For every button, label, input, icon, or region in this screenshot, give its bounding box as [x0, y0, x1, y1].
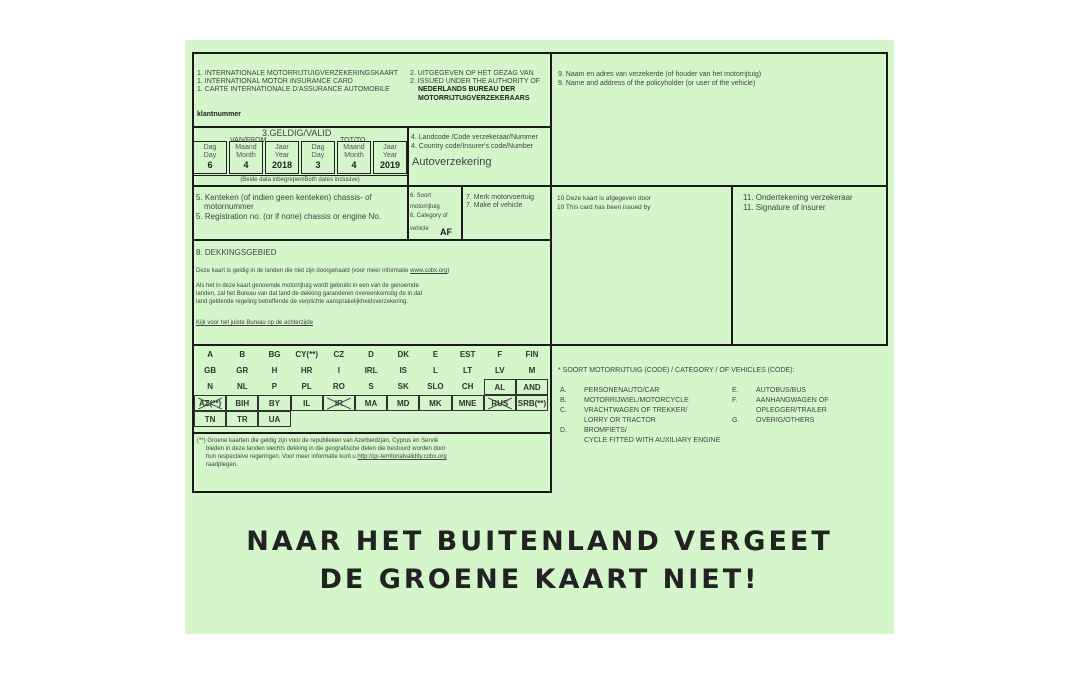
valid-from-label: VAN/FROM [230, 137, 267, 144]
divider [192, 344, 552, 346]
box5-nl1: 5. Kenteken (of indien geen kenteken) chassis- of [196, 193, 372, 202]
date-label: Year [274, 152, 290, 159]
category-name: LORRY OR TRACTOR [584, 417, 656, 424]
coverage-p1: Deze kaart is geldig in de landen die niet zijn doorgehaald (voor meer informatie www.cobx.org) [196, 268, 450, 274]
country-code: P [271, 382, 278, 391]
country-code: IS [399, 366, 407, 375]
date-value: 4 [243, 160, 249, 170]
box5-en: 5. Registration no. (or if none) chassis or engine No. [196, 212, 381, 221]
bureau-link[interactable]: Kijk voor het juiste Bureau op de achterzijde [196, 320, 314, 326]
country-code: PL [301, 382, 312, 391]
country-code: LV [494, 366, 505, 375]
date-cell [301, 141, 335, 174]
category-code: G. [732, 417, 740, 424]
country-code: DK [397, 350, 409, 359]
box6-nl1: 6. Soort [410, 193, 432, 199]
country-row [194, 411, 548, 427]
country-code: D [368, 350, 374, 359]
date-value: 2019 [379, 160, 401, 170]
coverage-p2: Als het in deze kaart genoemde motorrijtuig wordt gebruikt in een van de genoemde [196, 283, 419, 289]
category-code: C. [560, 407, 567, 414]
date-label: Jaar [275, 144, 289, 151]
country-code: MA [355, 395, 387, 411]
country-code: AL [484, 379, 516, 395]
country-code: E [432, 350, 439, 359]
date-label: Dag [203, 144, 217, 151]
country-row [194, 379, 548, 395]
box10-en: 10 This card has been issued by [557, 204, 651, 211]
date-value: 3 [315, 160, 321, 170]
category-name: PERSONENAUTO/CAR [584, 387, 660, 394]
date-label: Dag [311, 144, 325, 151]
country-code: IR [323, 395, 355, 411]
box9-en: 9. Name and address of the policyholder (or user of the vehicle) [558, 80, 756, 87]
country-code: IL [291, 395, 323, 411]
country-row [194, 363, 548, 379]
country-code: CY(**) [295, 350, 318, 359]
country-code: H [271, 366, 278, 375]
category-name: MOTORRIJWIEL/MOTORCYCLE [584, 397, 689, 404]
date-cell [373, 141, 407, 174]
box4-en: 4. Country code/Insurer's code/Number [411, 143, 533, 150]
country-code: TN [194, 411, 226, 427]
country-code: M [528, 366, 536, 375]
footnote-line: hun respectieve regeringen. Voor meer informatie kunt u http://gc-territorialvalidity.cobx.org [206, 454, 447, 460]
divider [461, 186, 463, 240]
country-code: A [207, 350, 213, 359]
divider [192, 239, 552, 241]
category-name: BROMFIETS/ [584, 427, 627, 434]
country-code: EST [459, 350, 476, 359]
slogan-line2: DE GROENE KAART NIET! [319, 564, 760, 595]
country-code: AZ(**) [194, 395, 226, 411]
divider [192, 126, 552, 128]
vehicle-category-value: AF [440, 227, 452, 237]
cobx-link[interactable]: www.cobx.org [410, 268, 448, 274]
country-code: SRB(**) [516, 395, 548, 411]
country-code: GR [236, 366, 249, 375]
box11-nl: 11. Ondertekening verzekeraar [743, 193, 853, 202]
country-row [194, 347, 548, 363]
divider [407, 127, 409, 240]
date-value: 6 [207, 160, 213, 170]
valid-to-label: TOT/TO [340, 137, 366, 144]
footnote-line: raadplegen. [206, 462, 238, 468]
date-label: Jaar [383, 144, 397, 151]
box9-nl: 9. Naam en adres van verzekerde (of houder van het motorrijtuig) [558, 71, 762, 78]
country-code: F [497, 350, 503, 359]
divider [192, 175, 408, 176]
category-code: E. [732, 387, 739, 394]
box1-nl: 1. INTERNATIONALE MOTORRIJTUIGVERZEKERINGSKAART [197, 70, 399, 77]
box7-en: 7. Make of vehicle [466, 202, 523, 209]
coverage-p2: landen, zal het Bureau van dat land de dekking garanderen overeenkomstig de in dat [196, 291, 423, 297]
box6-nl2: motorrijtuig [410, 204, 440, 210]
country-code: I [337, 366, 340, 375]
divider [192, 185, 552, 187]
country-code: RO [332, 382, 345, 391]
box10-nl: 10 Deze kaart is afgegeven door [557, 195, 651, 202]
footnote-line: bieden in deze landen slechts dekking in die geografische delen die bestuurd worden door [206, 446, 446, 452]
date-label: Maand [235, 144, 257, 151]
category-name: VRACHTWAGEN OF TREKKER/ [584, 407, 688, 414]
date-label: Day [311, 152, 325, 159]
country-code: S [368, 382, 374, 391]
slogan-line1: NAAR HET BUITENLAND VERGEET [246, 526, 833, 557]
country-code: AND [516, 379, 548, 395]
country-code: RUS [484, 395, 516, 411]
date-label: Maand [343, 144, 365, 151]
country-code: GB [204, 366, 217, 375]
category-name: OPLEGGER/TRAILER [756, 407, 827, 414]
box1-fr: 1. CARTE INTERNATIONALE D'ASSURANCE AUTOMOBILE [197, 86, 390, 93]
country-code: SLO [427, 382, 444, 391]
issuer-line2: MOTORRIJTUIGVERZEKERAARS [418, 95, 530, 102]
coverage-p2: land geldende regeling betreffende de verplichte aansprakelijkheidsverzekering. [196, 299, 409, 305]
country-code: HR [300, 366, 313, 375]
category-name: CYCLE FITTED WITH AUXILIARY ENGINE [584, 437, 721, 444]
category-code: D. [560, 427, 567, 434]
box4-value: Autoverzekering [412, 156, 492, 168]
category-name: OVERIG/OTHERS [756, 417, 815, 424]
box2-en: 2. ISSUED UNDER THE AUTHORITY OF [410, 78, 541, 85]
box6-en1: 6. Category of [410, 213, 448, 219]
country-code: CH [461, 382, 474, 391]
date-cell [265, 141, 299, 174]
category-code: B. [560, 397, 567, 404]
country-code: MD [387, 395, 419, 411]
date-cell [193, 141, 227, 174]
footnote-line: (**) Groene kaarten die geldig zijn voor de republieken van Azerbeidzjan, Cyprus en Servië [197, 438, 439, 444]
date-label: Month [344, 152, 364, 159]
territorial-validity-link[interactable]: http://gc-territorialvalidity.cobx.org [357, 454, 447, 460]
box2-nl: 2. UITGEGEVEN OP HET GEZAG VAN [410, 70, 534, 77]
date-label: Month [236, 152, 256, 159]
country-code: NL [236, 382, 248, 391]
box11-en: 11. Signature of insurer [743, 203, 826, 212]
country-code: N [207, 382, 213, 391]
klantnummer-label: klantnummer [197, 111, 241, 118]
country-code: UA [258, 411, 290, 427]
country-code: FIN [525, 350, 539, 359]
box7-nl: 7. Merk motorvoertuig [466, 194, 535, 201]
country-code: BIH [226, 395, 258, 411]
box1-en: 1. INTERNATIONAL MOTOR INSURANCE CARD [197, 78, 353, 85]
date-value: 2018 [271, 160, 293, 170]
date-label: Year [382, 152, 398, 159]
date-value: 4 [351, 160, 357, 170]
category-name: AUTOBUS/BUS [756, 387, 807, 394]
country-code: BY [258, 395, 290, 411]
country-code: B [239, 350, 246, 359]
category-code: F. [732, 397, 738, 404]
country-row [194, 395, 548, 411]
issuer-line1: NEDERLANDS BUREAU DER [418, 86, 516, 93]
country-grid [194, 347, 548, 427]
date-label: Day [203, 152, 217, 159]
country-code: IRL [364, 366, 378, 375]
country-code: MK [419, 395, 451, 411]
divider [192, 432, 552, 434]
validity-title: 3.GELDIG/VALID [262, 128, 332, 138]
country-code: CZ [333, 350, 345, 359]
country-code: SK [397, 382, 409, 391]
box4-nl: 4. Landcode /Code verzekeraar/Nummer [411, 134, 538, 141]
category-code: A. [560, 387, 567, 394]
country-code: LT [463, 366, 473, 375]
country-code: L [432, 366, 438, 375]
box6-en2: vehicle [410, 226, 429, 232]
country-code: BG [268, 350, 281, 359]
date-cell [229, 141, 263, 174]
coverage-title: 8. DEKKINGSGEBIED [196, 248, 277, 257]
category-legend-title: * SOORT MOTORRIJTUIG (CODE) / CATEGORY / OF VEHICLES (CODE): [558, 367, 795, 374]
dates-note: (Beide data inbegrepen/Both dates inclusive) [240, 177, 360, 183]
country-code: TR [226, 411, 258, 427]
country-code: MNE [452, 395, 484, 411]
category-name: AANHANGWAGEN OF [756, 397, 829, 404]
box5-nl2: motornummer [204, 202, 254, 211]
date-cell [337, 141, 371, 174]
